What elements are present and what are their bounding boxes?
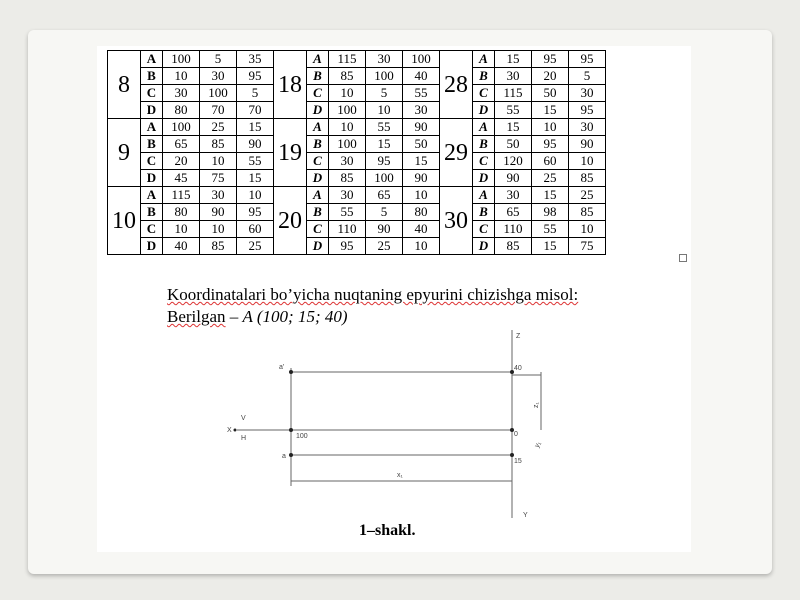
- point-letter: C: [473, 153, 495, 170]
- coordinate-value: 95: [569, 51, 606, 68]
- point-letter: A: [307, 51, 329, 68]
- coordinate-value: 90: [403, 170, 440, 187]
- coordinate-value: 10: [237, 187, 274, 204]
- coordinate-value: 15: [403, 153, 440, 170]
- coordinate-value: 15: [366, 136, 403, 153]
- label-15: 15: [514, 458, 522, 465]
- coordinate-value: 30: [163, 85, 200, 102]
- coordinate-value: 15: [532, 238, 569, 255]
- coordinate-value: 120: [495, 153, 532, 170]
- coordinate-value: 85: [569, 204, 606, 221]
- coordinate-value: 115: [163, 187, 200, 204]
- point-letter: C: [473, 221, 495, 238]
- heading-line1: Koordinatalari bo’yicha nuqtaning epyurini chizishga misol:: [167, 285, 579, 304]
- coordinate-value: 75: [200, 170, 237, 187]
- coordinate-value: 25: [532, 170, 569, 187]
- coordinate-value: 115: [329, 51, 366, 68]
- table-row: [108, 119, 606, 136]
- point-letter: B: [141, 204, 163, 221]
- coordinate-value: 110: [495, 221, 532, 238]
- coordinate-value: 10: [403, 187, 440, 204]
- variant-number: 10: [108, 187, 141, 255]
- coordinate-value: 50: [495, 136, 532, 153]
- given-value: A (100; 15; 40): [242, 307, 348, 326]
- coordinate-value: 10: [569, 153, 606, 170]
- label-x: X: [227, 427, 232, 434]
- coordinate-value: 75: [569, 238, 606, 255]
- coordinate-value: 85: [569, 170, 606, 187]
- label-0: 0: [514, 431, 518, 438]
- point-letter: A: [307, 187, 329, 204]
- coordinate-value: 15: [495, 119, 532, 136]
- coordinate-value: 80: [163, 102, 200, 119]
- point-letter: C: [141, 85, 163, 102]
- coordinate-value: 100: [366, 170, 403, 187]
- given-dash: –: [225, 307, 243, 326]
- table-row: [108, 204, 606, 221]
- coordinate-value: 95: [237, 68, 274, 85]
- coordinate-value: 30: [329, 153, 366, 170]
- point-y-15: [510, 453, 514, 457]
- coordinate-value: 40: [403, 68, 440, 85]
- variant-number: 8: [108, 51, 141, 119]
- coordinate-value: 30: [366, 51, 403, 68]
- variant-number: 9: [108, 119, 141, 187]
- coordinate-value: 25: [569, 187, 606, 204]
- coordinate-value: 55: [495, 102, 532, 119]
- variant-number: 19: [274, 119, 307, 187]
- point-a-top: [289, 453, 293, 457]
- point-letter: C: [307, 153, 329, 170]
- coordinate-value: 55: [237, 153, 274, 170]
- table-row: [108, 187, 606, 204]
- table-resize-handle[interactable]: [679, 254, 687, 262]
- point-letter: C: [473, 85, 495, 102]
- coordinate-value: 25: [366, 238, 403, 255]
- point-letter: A: [141, 187, 163, 204]
- coordinate-value: 30: [495, 187, 532, 204]
- point-x-100: [289, 428, 293, 432]
- coordinate-value: 95: [569, 102, 606, 119]
- coordinate-value: 5: [237, 85, 274, 102]
- label-y1: y₁: [533, 440, 543, 449]
- point-letter: C: [307, 221, 329, 238]
- table-row: [108, 102, 606, 119]
- point-letter: D: [141, 170, 163, 187]
- coordinate-value: 95: [366, 153, 403, 170]
- coordinate-value: 10: [200, 153, 237, 170]
- table-row: [108, 221, 606, 238]
- point-letter: D: [141, 102, 163, 119]
- coordinate-value: 10: [163, 68, 200, 85]
- point-letter: B: [473, 136, 495, 153]
- coordinate-value: 30: [200, 187, 237, 204]
- table-row: [108, 153, 606, 170]
- coordinate-value: 95: [237, 204, 274, 221]
- coordinate-value: 30: [569, 85, 606, 102]
- label-100: 100: [296, 433, 308, 440]
- table-row: [108, 85, 606, 102]
- point-letter: D: [473, 170, 495, 187]
- variants-table: [107, 50, 606, 255]
- coordinate-value: 15: [532, 187, 569, 204]
- coordinate-value: 100: [163, 119, 200, 136]
- point-letter: C: [307, 85, 329, 102]
- point-letter: A: [473, 119, 495, 136]
- coordinate-value: 30: [569, 119, 606, 136]
- label-x1: x₁: [397, 472, 403, 479]
- coordinate-value: 55: [532, 221, 569, 238]
- coordinate-value: 110: [329, 221, 366, 238]
- point-letter: D: [473, 238, 495, 255]
- coordinate-value: 30: [495, 68, 532, 85]
- point-letter: B: [141, 136, 163, 153]
- coordinate-value: 100: [329, 102, 366, 119]
- point-letter: B: [141, 68, 163, 85]
- coordinate-value: 85: [200, 238, 237, 255]
- coordinate-value: 10: [200, 221, 237, 238]
- label-y-bottom: Y: [523, 512, 528, 519]
- coordinate-value: 25: [200, 119, 237, 136]
- coordinate-value: 95: [532, 51, 569, 68]
- x-axis-end: [234, 429, 237, 432]
- figure-caption: 1–shakl.: [359, 522, 416, 539]
- coordinate-value: 10: [532, 119, 569, 136]
- coordinate-value: 100: [200, 85, 237, 102]
- point-letter: B: [307, 136, 329, 153]
- coordinate-value: 5: [366, 85, 403, 102]
- coordinate-value: 40: [403, 221, 440, 238]
- table-row: [108, 51, 606, 68]
- coordinate-value: 85: [329, 170, 366, 187]
- coordinate-value: 100: [163, 51, 200, 68]
- coordinate-value: 45: [163, 170, 200, 187]
- example-heading: [167, 284, 578, 328]
- coordinate-value: 65: [163, 136, 200, 153]
- variant-number: 20: [274, 187, 307, 255]
- document-page: [97, 46, 691, 552]
- coordinate-value: 20: [163, 153, 200, 170]
- label-h: H: [241, 435, 247, 442]
- point-letter: B: [307, 68, 329, 85]
- coordinate-value: 35: [237, 51, 274, 68]
- point-letter: D: [473, 102, 495, 119]
- coordinate-value: 80: [403, 204, 440, 221]
- point-letter: D: [141, 238, 163, 255]
- coordinate-value: 5: [569, 68, 606, 85]
- coordinate-value: 40: [163, 238, 200, 255]
- coordinate-value: 90: [569, 136, 606, 153]
- variant-number: 29: [440, 119, 473, 187]
- point-letter: B: [307, 204, 329, 221]
- point-letter: D: [307, 102, 329, 119]
- coordinate-value: 25: [237, 238, 274, 255]
- point-letter: D: [307, 238, 329, 255]
- variant-number: 18: [274, 51, 307, 119]
- variant-number: 28: [440, 51, 473, 119]
- coordinate-value: 70: [200, 102, 237, 119]
- coordinate-value: 80: [163, 204, 200, 221]
- coordinate-value: 65: [366, 187, 403, 204]
- coordinate-value: 90: [403, 119, 440, 136]
- point-letter: D: [307, 170, 329, 187]
- coordinate-value: 70: [237, 102, 274, 119]
- coordinate-value: 50: [532, 85, 569, 102]
- coordinate-value: 50: [403, 136, 440, 153]
- epure-diagram: [97, 326, 691, 526]
- coordinate-value: 15: [532, 102, 569, 119]
- table-row: [108, 68, 606, 85]
- coordinate-value: 5: [366, 204, 403, 221]
- point-letter: A: [307, 119, 329, 136]
- coordinate-value: 10: [329, 119, 366, 136]
- coordinate-value: 30: [200, 68, 237, 85]
- point-a-front: [289, 370, 293, 374]
- point-letter: A: [141, 119, 163, 136]
- coordinate-value: 65: [495, 204, 532, 221]
- table-row: [108, 170, 606, 187]
- variant-number: 30: [440, 187, 473, 255]
- label-a-front: a’: [279, 364, 285, 371]
- point-letter: A: [473, 187, 495, 204]
- coordinate-value: 95: [329, 238, 366, 255]
- coordinate-value: 60: [532, 153, 569, 170]
- label-40: 40: [514, 365, 522, 372]
- coordinate-value: 30: [403, 102, 440, 119]
- coordinate-value: 100: [329, 136, 366, 153]
- coordinate-value: 85: [329, 68, 366, 85]
- coordinate-value: 90: [237, 136, 274, 153]
- coordinate-value: 15: [495, 51, 532, 68]
- coordinate-value: 90: [366, 221, 403, 238]
- point-letter: C: [141, 153, 163, 170]
- coordinate-value: 15: [237, 170, 274, 187]
- table-row: [108, 136, 606, 153]
- coordinate-value: 10: [403, 238, 440, 255]
- coordinate-value: 15: [237, 119, 274, 136]
- point-letter: B: [473, 68, 495, 85]
- coordinate-value: 20: [532, 68, 569, 85]
- label-z1: z₁: [533, 402, 540, 408]
- coordinate-value: 115: [495, 85, 532, 102]
- point-letter: A: [141, 51, 163, 68]
- point-letter: B: [473, 204, 495, 221]
- coordinate-value: 55: [329, 204, 366, 221]
- coordinate-value: 10: [163, 221, 200, 238]
- coordinate-value: 5: [200, 51, 237, 68]
- coordinate-value: 90: [200, 204, 237, 221]
- coordinate-value: 10: [329, 85, 366, 102]
- point-letter: A: [473, 51, 495, 68]
- label-v: V: [241, 415, 246, 422]
- label-a-top: a: [282, 453, 286, 460]
- coordinate-value: 10: [366, 102, 403, 119]
- label-z: Z: [516, 333, 521, 340]
- coordinate-value: 10: [569, 221, 606, 238]
- point-letter: C: [141, 221, 163, 238]
- coordinate-value: 30: [329, 187, 366, 204]
- coordinate-value: 100: [403, 51, 440, 68]
- coordinate-value: 60: [237, 221, 274, 238]
- coordinate-value: 85: [200, 136, 237, 153]
- coordinate-value: 55: [403, 85, 440, 102]
- given-label: Berilgan: [167, 307, 226, 326]
- coordinate-value: 100: [366, 68, 403, 85]
- coordinate-value: 90: [495, 170, 532, 187]
- coordinate-value: 98: [532, 204, 569, 221]
- coordinate-value: 55: [366, 119, 403, 136]
- coordinate-value: 85: [495, 238, 532, 255]
- heading-line2: [167, 306, 578, 328]
- table-row: [108, 238, 606, 255]
- coordinate-value: 95: [532, 136, 569, 153]
